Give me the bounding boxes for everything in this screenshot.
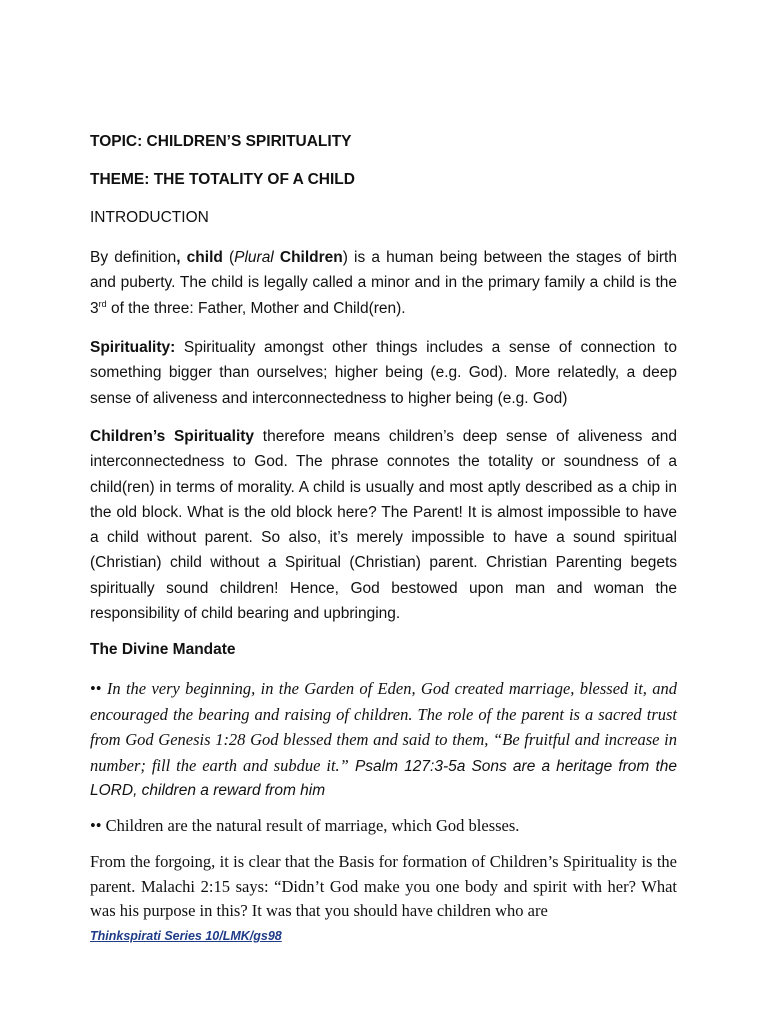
mandate-bullet-1 — [90, 677, 677, 804]
childrens-spirituality-paragraph — [90, 424, 677, 626]
ordinal-superscript: rd — [98, 298, 107, 309]
conclusion-paragraph — [90, 850, 677, 924]
mandate-bullet-1-text: In the very beginning, in the Garden of Eden, God created marriage, blessed it, and encouraged the bearing and raising of children. The role of the parent is a sacred trust from God Genesis 1:28 God blessed them and said to them, “Be fruitful and increase in number; fill the earth and subdue it.” — [90, 679, 677, 775]
divine-mandate-text: The Divine Mandate — [90, 641, 236, 658]
plural-term: Plural — [234, 249, 274, 266]
mandate-bullet-2-text: •• Children are the natural result of marriage, which God blesses. — [90, 816, 520, 835]
conclusion-text: From the forgoing, it is clear that the Basis for formation of Children’s Spirituality is the parent. Malachi 2:15 says: “Didn’t God make you one body and spirit with her? What was his purpose in this? It was that you should have children who are — [90, 852, 677, 920]
bullet-marker: •• — [90, 679, 107, 698]
definition-text: ( — [222, 249, 235, 266]
introduction-heading — [90, 209, 677, 227]
topic-text: TOPIC: CHILDREN’S SPIRITUALITY — [90, 133, 352, 150]
mandate-bullet-2 — [90, 816, 677, 836]
spirituality-text: Spirituality amongst other things includes a sense of connection to something bigger than ourselves; higher being (e.g. God). More relatedly, a deep sense of aliveness and interconnectedness to higher being (e.g. God) — [90, 339, 677, 407]
introduction-text: INTRODUCTION — [90, 209, 209, 226]
definition-text: By definition — [90, 249, 177, 266]
definition-text: of the three: Father, Mother and Child(ren). — [106, 299, 406, 317]
definition-paragraph — [90, 245, 677, 321]
theme-text: THEME: THE TOTALITY OF A CHILD — [90, 171, 355, 188]
definition-text: ) is a human being between the stages of birth and puberty. The child is legally called a minor and in the primary family a child is the 3 — [90, 249, 677, 317]
childrens-spirituality-label: Children’s Spirituality — [90, 428, 255, 445]
spirituality-paragraph — [90, 335, 677, 411]
psalm-quote: Psalm 127:3-5a Sons are a heritage from the LORD, children a reward from him — [90, 757, 677, 799]
child-term: , child — [176, 249, 223, 266]
childrens-spirituality-text: therefore means children’s deep sense of aliveness and interconnectedness to God. The phrase connotes the totality or soundness of a child(ren) in terms of morality. A child is usually and most aptly described as a chip in the old block. What is the old block here? The Parent! It is almost impossible to have a child without parent. So also, it’s merely impossible to have a sound spiritual (Christian) child without a Spiritual (Christian) parent. Christian Parenting begets spiritually sound children! Hence, God bestowed upon man and woman the responsibility of child bearing and upbringing. — [90, 428, 677, 623]
footer-series-link[interactable]: Thinkspirati Series 10/LMK/gs98 — [90, 929, 282, 943]
spirituality-label: Spirituality: — [90, 339, 176, 356]
children-term: Children — [273, 249, 343, 266]
divine-mandate-heading — [90, 641, 677, 659]
topic-heading — [90, 133, 677, 151]
theme-heading — [90, 171, 677, 189]
